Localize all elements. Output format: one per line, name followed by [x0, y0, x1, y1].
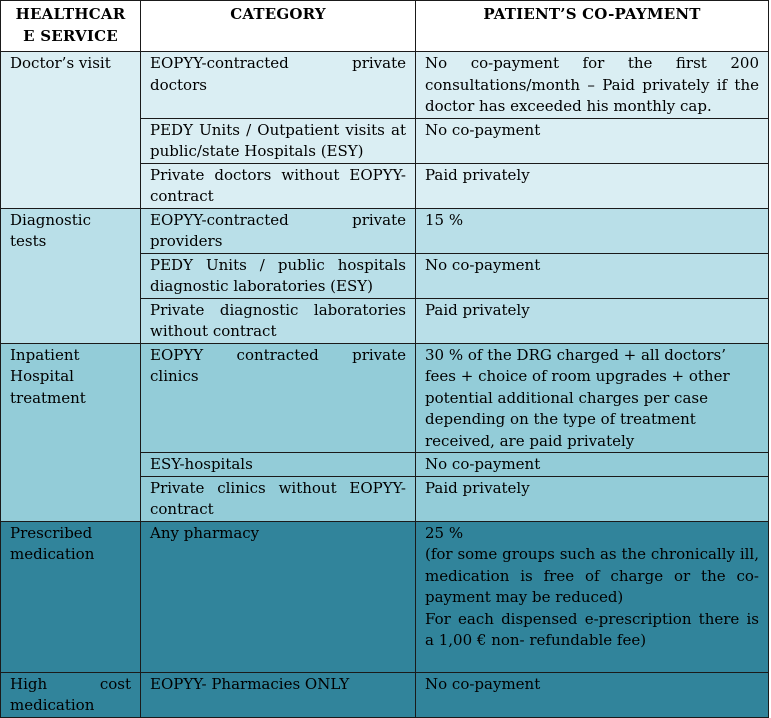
header-service: HEALTHCARE SERVICE — [1, 1, 141, 52]
category-cell: Private clinics without EOPYY-contract — [141, 476, 416, 521]
copayment-line: (for some groups such as the chronically ill, medication is free of charge or the co-payment may be reduced) — [425, 545, 759, 606]
table-row — [1, 672, 769, 717]
header-copayment: PATIENT’S CO-PAYMENT — [416, 1, 769, 52]
copayment-cell: No co-payment — [416, 253, 769, 298]
copayment-cell: No co-payment — [416, 118, 769, 163]
copayment-cell: 30 % of the DRG charged + all doctors’ fees + choice of room upgrades + other potential additional charges per case depending on the type of treatment received, are paid privately — [416, 343, 769, 453]
category-cell: Any pharmacy — [141, 521, 416, 672]
table-row — [1, 343, 769, 453]
category-cell: ESY-hospitals — [141, 453, 416, 477]
copayment-line: 25 % — [425, 523, 464, 542]
category-cell: Private doctors without EOPYY-contract — [141, 163, 416, 208]
service-cell: Doctor’s visit — [1, 52, 141, 209]
table-row — [1, 521, 769, 672]
copayment-line: For each dispensed e-prescription there is a 1,00 € non- refundable fee) — [425, 609, 759, 649]
copayment-cell — [416, 521, 769, 672]
table-row — [1, 52, 769, 119]
service-cell: Prescribed medication — [1, 521, 141, 672]
category-cell: EOPYY-contracted private providers — [141, 208, 416, 253]
service-cell: Inpatient Hospital treatment — [1, 343, 141, 521]
service-cell: Diagnostic tests — [1, 208, 141, 343]
category-cell: EOPYY-contracted private doctors — [141, 52, 416, 119]
copayment-cell: No co-payment — [416, 672, 769, 717]
copayment-cell: No co-payment — [416, 453, 769, 477]
category-cell: EOPYY- Pharmacies ONLY — [141, 672, 416, 717]
table-row — [1, 208, 769, 253]
copayment-cell: Paid privately — [416, 163, 769, 208]
category-cell: PEDY Units / public hospitals diagnostic laboratories (ESY) — [141, 253, 416, 298]
copayment-cell: Paid privately — [416, 476, 769, 521]
header-row — [1, 1, 769, 52]
category-cell: Private diagnostic laboratories without contract — [141, 298, 416, 343]
category-cell: EOPYY contracted private clinics — [141, 343, 416, 453]
copayment-cell: 15 % — [416, 208, 769, 253]
service-cell: High cost medication — [1, 672, 141, 717]
header-category: CATEGORY — [141, 1, 416, 52]
copayment-cell: Paid privately — [416, 298, 769, 343]
category-cell: PEDY Units / Outpatient visits at public/state Hospitals (ESY) — [141, 118, 416, 163]
copayment-cell: No co-payment for the first 200 consultations/month – Paid privately if the doctor has exceeded his monthly cap. — [416, 52, 769, 119]
